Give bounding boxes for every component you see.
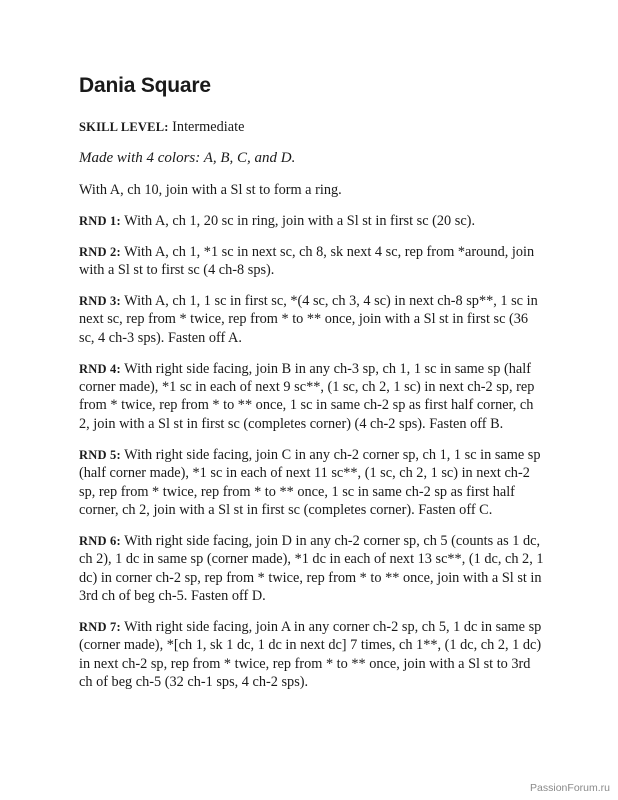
- round-label: RND 5:: [79, 447, 121, 462]
- round-text: With A, ch 1, *1 sc in next sc, ch 8, sk next 4 sc, rep from *around, join with a Sl st to first sc (4 ch-8 sps).: [79, 243, 535, 279]
- round-text: With A, ch 1, 20 sc in ring, join with a Sl st in first sc (20 sc).: [124, 212, 476, 229]
- round-label: RND 3:: [79, 293, 121, 308]
- round-6: [79, 532, 547, 606]
- round-text: With right side facing, join B in any ch-3 sp, ch 1, 1 sc in same sp (half corner made), *1 sc in each of next 9 sc**, (1 sc, ch 2, 1 sc) in next ch-2 sp, rep from * twice, rep from * to ** once, 1 sc in same ch-2 sp as first half corner, ch 2, join with a Sl st in first sc (completes corner) (4 ch-2 sps). Fasten off B.: [79, 360, 535, 432]
- round-3: [79, 292, 547, 347]
- round-7: [79, 618, 547, 692]
- colors-note: Made with 4 colors: A, B, C, and D.: [79, 150, 296, 167]
- skill-level-label: SKILL LEVEL:: [79, 120, 169, 134]
- intro-instruction: With A, ch 10, join with a Sl st to form a ring.: [79, 181, 342, 198]
- round-text: With A, ch 1, 1 sc in first sc, *(4 sc, ch 3, 4 sc) in next ch-8 sp**, 1 sc in next sc, rep from * twice, rep from * to ** once, join with a Sl st in first sc (36 sc, 4 ch-3 sps). Fasten off A.: [79, 292, 538, 346]
- page-title: Dania Square: [79, 74, 211, 97]
- skill-level-value: Intermediate: [172, 119, 245, 135]
- round-4: [79, 360, 547, 434]
- round-label: RND 2:: [79, 244, 121, 259]
- round-5: [79, 446, 547, 520]
- round-label: RND 4:: [79, 361, 121, 376]
- round-text: With right side facing, join A in any corner ch-2 sp, ch 5, 1 dc in same sp (corner made), *[ch 1, sk 1 dc, 1 dc in next dc] 7 times, ch 1**, (1 dc, ch 2, 1 dc) in next ch-2 sp, rep from * twice, rep from * to ** once, join with a Sl st to 3rd ch of beg ch-5 (32 ch-1 sps, 4 ch-2 sps).: [79, 619, 542, 691]
- round-label: RND 1:: [79, 213, 121, 228]
- round-2: [79, 243, 547, 280]
- site-watermark: PassionForum.ru: [530, 782, 610, 794]
- round-text: With right side facing, join C in any ch-2 corner sp, ch 1, 1 sc in same sp (half corner made), *1 sc in each of next 11 sc**, (1 sc, ch 2, 1 sc) in next ch-2 sp, rep from * twice, rep from * to ** once, 1 sc in same ch-2 sp as first half corner, ch 2, join with a Sl st in first sc (completes corner). Fasten off C.: [79, 446, 541, 518]
- skill-level: [79, 118, 547, 136]
- round-text: With right side facing, join D in any ch-2 corner sp, ch 5 (counts as 1 dc, ch 2), 1 dc in same sp (corner made), *1 dc in each of next 13 sc**, (1 dc, ch 2, 1 dc) in corner ch-2 sp, rep from * twice, rep from * to ** once, join with a Sl st in 3rd ch of beg ch-5. Fasten off D.: [79, 532, 544, 605]
- round-1: [79, 212, 547, 230]
- pattern-page: [79, 74, 547, 704]
- round-label: RND 6:: [79, 533, 121, 548]
- round-label: RND 7:: [79, 620, 121, 635]
